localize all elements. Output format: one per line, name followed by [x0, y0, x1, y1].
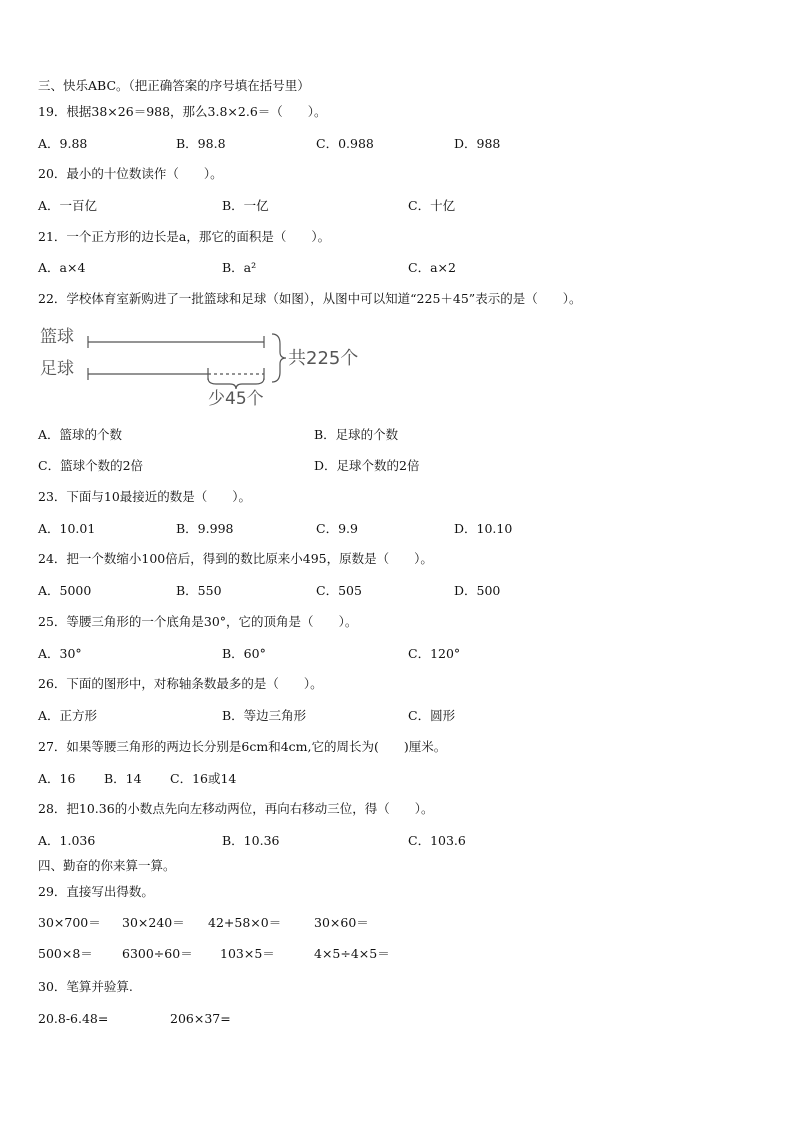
q21-option-a: A．a×4 — [38, 260, 86, 275]
q21-option-c: C．a×2 — [408, 260, 456, 275]
q22-football-segment — [88, 368, 264, 380]
q25-stem: 25．等腰三角形的一个底角是30°，它的顶角是（ ）。 — [38, 614, 358, 629]
q19-option-c: C．0.988 — [316, 136, 374, 151]
q29-item: 4×5÷4×5＝ — [314, 946, 390, 961]
q30-item: 20.8-6.48= — [38, 1011, 109, 1026]
q29-item: 103×5＝ — [220, 946, 275, 961]
q29-item: 6300÷60＝ — [122, 946, 193, 961]
q19-option-d: D．988 — [454, 136, 501, 151]
q24-option-c: C．505 — [316, 583, 362, 598]
q22-less-label: 少45个 — [208, 389, 264, 409]
q28-option-a: A．1.036 — [38, 833, 96, 848]
q22-diagram — [36, 318, 366, 410]
q29-stem: 29．直接写出得数。 — [38, 884, 154, 899]
q20-option-c: C．十亿 — [408, 198, 456, 213]
q20-option-b: B．一亿 — [222, 198, 269, 213]
q29-item: 30×700＝ — [38, 915, 101, 930]
q27-option-b: B．14 — [104, 771, 142, 786]
q30-item: 206×37= — [170, 1011, 231, 1026]
q29-item: 30×240＝ — [122, 915, 185, 930]
q27-stem: 27．如果等腰三角形的两边长分别是6cm和4cm,它的周长为( )厘米。 — [38, 739, 447, 754]
q22-stem: 22．学校体育室新购进了一批篮球和足球（如图），从图中可以知道“225＋45”表示的是（ ）。 — [38, 291, 582, 306]
q22-option-b: B．足球的个数 — [314, 427, 399, 442]
q23-option-a: A．10.01 — [38, 521, 96, 536]
q19-option-a: A．9.88 — [38, 136, 88, 151]
q22-total-label: 共225个 — [288, 348, 359, 369]
section-3-title: 三、快乐ABC。（把正确答案的序号填在括号里） — [38, 78, 310, 93]
q27-option-a: A．16 — [38, 771, 76, 786]
q22-basketball-segment — [88, 336, 264, 348]
q19-option-b: B．98.8 — [176, 136, 226, 151]
q29-item: 500×8＝ — [38, 946, 93, 961]
q20-option-a: A．一百亿 — [38, 198, 98, 213]
q30-stem: 30．笔算并验算. — [38, 979, 133, 994]
q20-stem: 20．最小的十位数读作（ ）。 — [38, 166, 223, 181]
q19-stem: 19．根据38×26＝988，那么3.8×2.6＝（ ）。 — [38, 104, 327, 119]
q23-option-c: C．9.9 — [316, 521, 358, 536]
q23-stem: 23．下面与10最接近的数是（ ）。 — [38, 489, 252, 504]
q28-option-b: B．10.36 — [222, 833, 280, 848]
q22-option-c: C．篮球个数的2倍 — [38, 458, 144, 473]
q21-option-b: B．a² — [222, 260, 257, 275]
q24-option-d: D．500 — [454, 583, 501, 598]
q26-option-b: B．等边三角形 — [222, 708, 307, 723]
q28-stem: 28．把10.36的小数点先向左移动两位，再向右移动三位，得（ ）。 — [38, 801, 434, 816]
q23-option-d: D．10.10 — [454, 521, 513, 536]
q22-label-basketball: 篮球 — [40, 327, 74, 347]
q24-option-a: A．5000 — [38, 583, 92, 598]
q24-stem: 24．把一个数缩小100倍后，得到的数比原来小495，原数是（ ）。 — [38, 551, 433, 566]
q29-item: 30×60＝ — [314, 915, 369, 930]
q22-option-a: A．篮球的个数 — [38, 427, 123, 442]
q22-option-d: D．足球个数的2倍 — [314, 458, 420, 473]
q28-option-c: C．103.6 — [408, 833, 466, 848]
q22-less-brace — [208, 378, 264, 389]
q23-option-b: B．9.998 — [176, 521, 234, 536]
q26-option-c: C．圆形 — [408, 708, 456, 723]
q25-option-a: A．30° — [38, 646, 82, 661]
q22-total-brace — [272, 334, 286, 382]
q26-stem: 26．下面的图形中，对称轴条数最多的是（ ）。 — [38, 676, 323, 691]
q26-option-a: A．正方形 — [38, 708, 98, 723]
q21-stem: 21．一个正方形的边长是a，那它的面积是（ ）。 — [38, 229, 331, 244]
q29-item: 42+58×0＝ — [208, 915, 282, 930]
q25-option-c: C．120° — [408, 646, 461, 661]
q27-option-c: C．16或14 — [170, 771, 237, 786]
q25-option-b: B．60° — [222, 646, 266, 661]
q22-label-football: 足球 — [40, 359, 74, 379]
section-4-title: 四、勤奋的你来算一算。 — [38, 858, 176, 873]
q24-option-b: B．550 — [176, 583, 222, 598]
